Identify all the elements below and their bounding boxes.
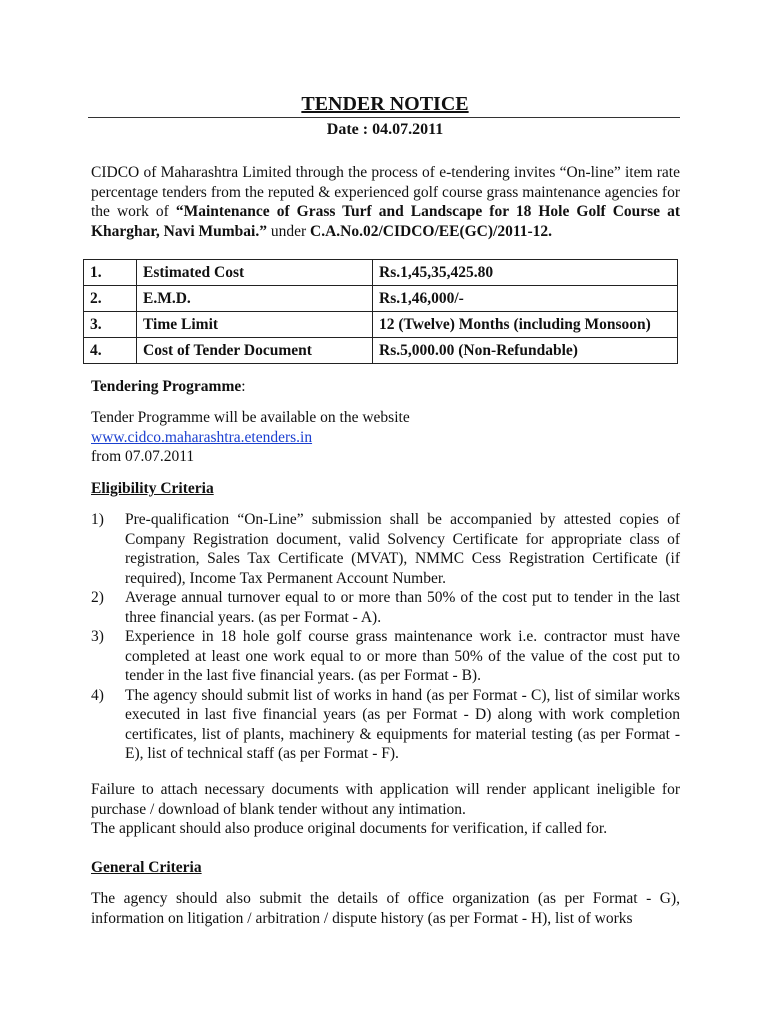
failure-note-text: Failure to attach necessary documents with application will render applicant ineligible for purchase / download of blank tender without any intimation. xyxy=(91,781,680,818)
general-criteria-heading: General Criteria xyxy=(91,859,202,876)
row-number: 1. xyxy=(84,260,137,286)
item-text: The agency should submit list of works in hand (as per Format - C), list of similar works executed in last five financial years (as per Format - D) along with work completion certificates, list of plants, machinery & equipments for material testing (as per Format - E), list of technical staff (as per Format - F). xyxy=(125,686,680,762)
item-number: 2) xyxy=(91,589,104,606)
row-label: Estimated Cost xyxy=(137,260,373,286)
row-value: 12 (Twelve) Months (including Monsoon) xyxy=(373,312,678,338)
tender-facts-table xyxy=(83,259,678,364)
tender-website-link[interactable]: www.cidco.maharashtra.etenders.in xyxy=(91,428,313,446)
row-value: Rs.5,000.00 (Non-Refundable) xyxy=(373,338,678,364)
tendering-heading-text: Tendering Programme xyxy=(91,378,242,395)
tendering-programme-heading xyxy=(91,377,246,397)
failure-note xyxy=(91,780,680,839)
page-title: TENDER NOTICE xyxy=(301,93,469,115)
row-label: Cost of Tender Document xyxy=(137,338,373,364)
table-row xyxy=(84,260,678,286)
item-text: Pre-qualification “On-Line” submission shall be accompanied by attested copies of Company Registration document, valid Solvency Certificate for appropriate class of registration, Sales Tax Certificate (MVAT), NMMC Cess Registration Certificate (if required), Income Tax Permanent Account Number. xyxy=(125,511,680,587)
tendering-heading-colon: : xyxy=(241,378,246,395)
notice-date: Date : 04.07.2011 xyxy=(326,121,444,138)
eligibility-list xyxy=(91,510,680,764)
list-item xyxy=(91,588,680,627)
table-row xyxy=(84,286,678,312)
item-text: Average annual turnover equal to or more than 50% of the cost put to tender in the last three financial years. (as per Format - A). xyxy=(125,589,680,626)
intro-text-2: under xyxy=(266,222,311,240)
title-divider xyxy=(88,117,680,118)
row-number: 3. xyxy=(84,312,137,338)
general-criteria-text: The agency should also submit the details of office organization (as per Format - G), information on litigation / arbitration / dispute history (as per Format - H), list of works xyxy=(91,890,680,927)
row-label: Time Limit xyxy=(137,312,373,338)
item-text: Experience in 18 hole golf course grass maintenance work i.e. contractor must have completed at least one work equal to or more than 50% of the value of the cost put to tender in the last five financial years. (as per Format - B). xyxy=(125,628,680,684)
table-row xyxy=(84,312,678,338)
item-number: 3) xyxy=(91,628,104,645)
table-row xyxy=(84,338,678,364)
row-number: 2. xyxy=(84,286,137,312)
intro-paragraph xyxy=(91,163,680,241)
original-documents-note: The applicant should also produce original documents for verification, if called for. xyxy=(91,820,608,837)
tendering-line: Tender Programme will be available on the website xyxy=(91,409,410,426)
list-item xyxy=(91,510,680,588)
list-item xyxy=(91,686,680,764)
row-value: Rs.1,45,35,425.80 xyxy=(373,260,678,286)
eligibility-heading: Eligibility Criteria xyxy=(91,480,214,497)
row-label: E.M.D. xyxy=(137,286,373,312)
tendering-programme-body xyxy=(91,408,680,467)
item-number: 1) xyxy=(91,511,104,528)
contract-number: C.A.No.02/CIDCO/EE(GC)/2011-12. xyxy=(310,222,553,240)
work-name: “Maintenance of Grass Turf and Landscape for 18 Hole Golf Course at Kharghar, Navi Mumbai.” xyxy=(91,203,681,240)
list-item xyxy=(91,627,680,686)
row-number: 4. xyxy=(84,338,137,364)
row-value: Rs.1,46,000/- xyxy=(373,286,678,312)
intro-text-1: CIDCO of Maharashtra Limited through the process of e-tendering invites “On-line” item rate percentage tenders from the reputed & experienced golf course grass maintenance agencies for the work of xyxy=(91,164,680,220)
item-number: 4) xyxy=(91,686,104,704)
tendering-date-line: from 07.07.2011 xyxy=(91,448,195,465)
